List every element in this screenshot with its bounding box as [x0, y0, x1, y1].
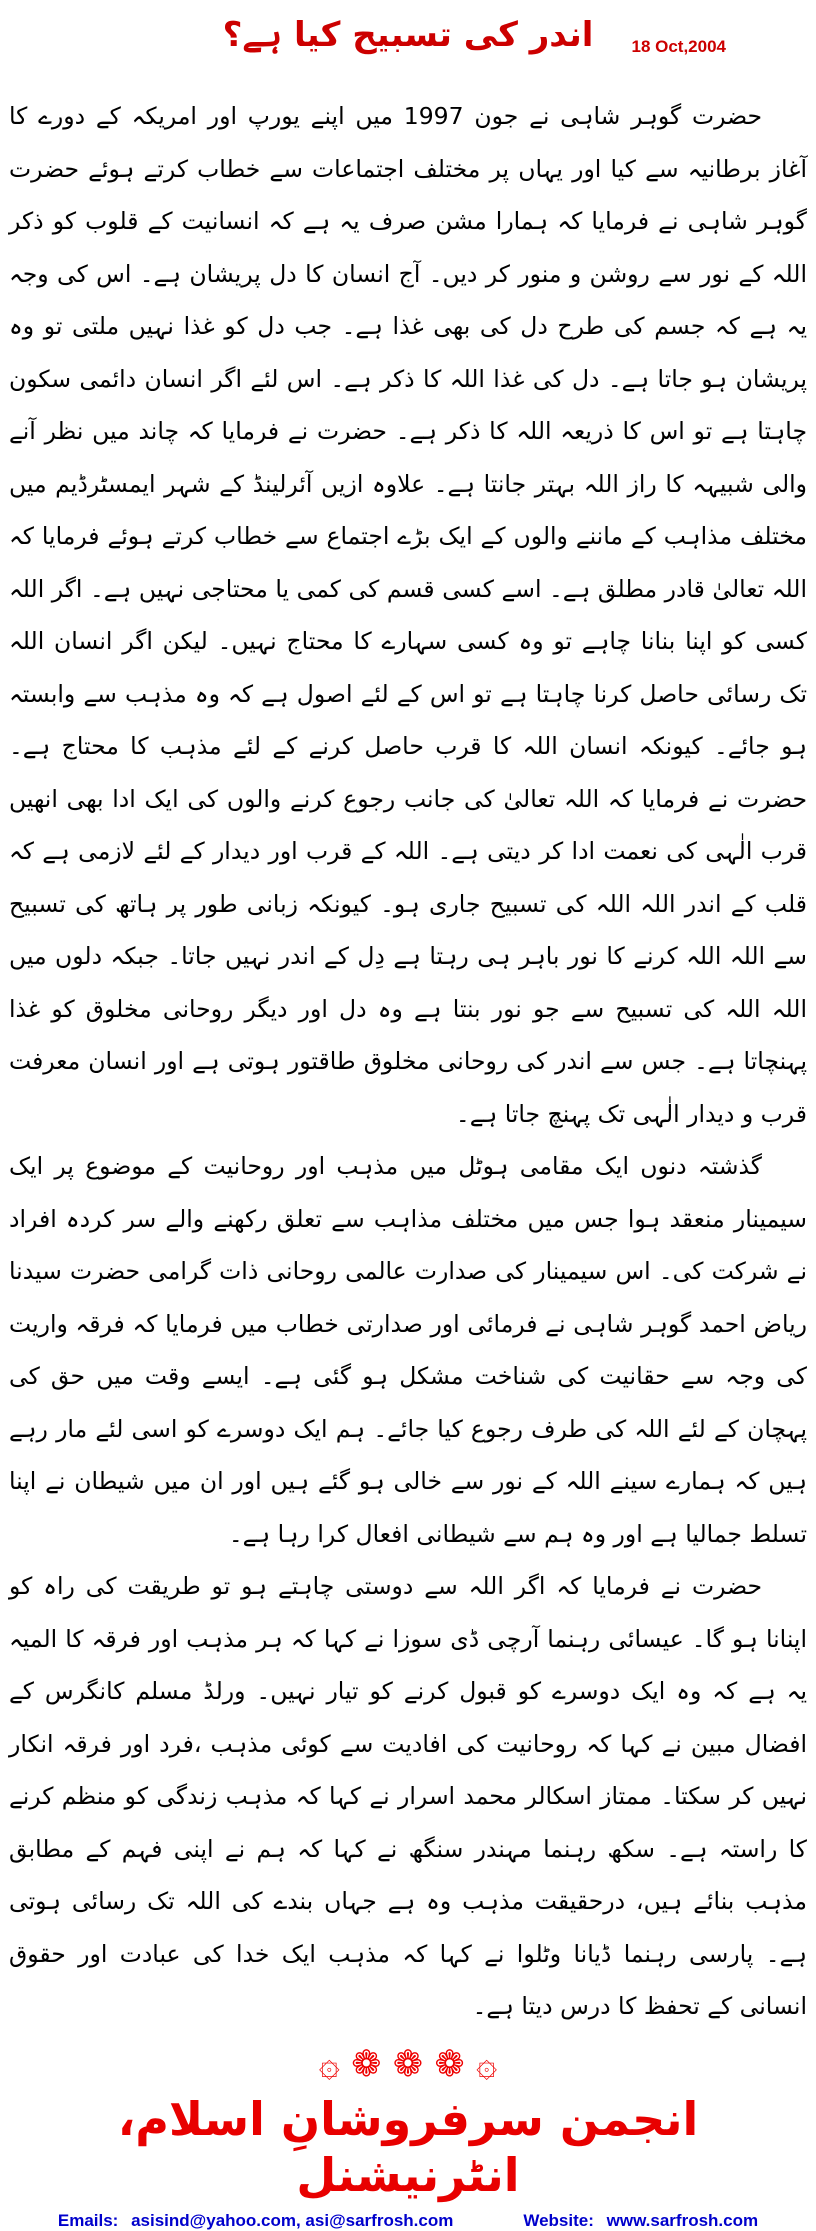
- article-body: [0, 88, 816, 2033]
- article-paragraph: گذشتہ دنوں ایک مقامی ہوٹل میں مذہب اور روحانیت کے موضوع پر ایک سیمینار منعقد ہوا جس میں مختلف مذاہب سے تعلق رکھنے والے سر کردہ افراد نے شرکت کی۔ اس سیمینار کی صدارت عالمی روحانی ذات گرامی حضرت سیدنا ریاض احمد گوہر شاہی نے فرمائی اور صدارتی خطاب میں فرمایا کہ فرقہ واریت کی وجہ سے حقانیت کی شناخت مشکل ہو گئی ہے۔ ایسے وقت میں حق کی پہچان کے لئے اللہ کی طرف رجوع کیا جائے۔ ہم ایک دوسرے کو اسی لئے مار رہے ہیں کہ ہمارے سینے اللہ کے نور سے خالی ہو گئے ہیں اور ان میں شیطان نے اپنا تسلط جمالیا ہے اور وہ ہم سے شیطانی افعال کرا رہا ہے۔: [9, 1152, 807, 1548]
- email-addresses: asisind@yahoo.com, asi@sarfrosh.com: [131, 2210, 454, 2230]
- organization-name: انجمن سرفروشانِ اسلام، انٹرنیشنل: [117, 2091, 699, 2202]
- website-url: www.sarfrosh.com: [606, 2210, 759, 2230]
- article-paragraph: حضرت نے فرمایا کہ اگر اللہ سے دوستی چاہتے ہو تو طریقت کی راہ کو اپنانا ہو گا۔ عیسائی رہنما آرچی ڈی سوزا نے کہا کہ ہر مذہب اور فرقہ کا المیہ یہ ہے کہ وہ ایک دوسرے کو قبول کرنے کو تیار نہیں۔ ورلڈ مسلم کانگرس کے افضال مبین نے کہا کہ روحانیت کی افادیت سے کوئی مذہب ،فرد اور فرقہ انکار نہیں کر سکتا۔ ممتاز اسکالر محمد اسرار نے کہا کہ مذہب زندگی کو منظم کرنے کا راستہ ہے۔ سکھ رہنما مہندر سنگھ نے کہا کہ ہم نے اپنی فہم کے مطابق مذہب بنائے ہیں، درحقیقت مذہب وہ ہے جہاں بندے کی اللہ تک رسائی ہوتی ہے۔ پارسی رہنما ڈیانا وٹلوا نے کہا کہ مذہب ایک خدا کی عبادت اور حقوق انسانی کے تحفظ کا درس دیتا ہے۔: [9, 1572, 807, 2020]
- website-label: Website:: [523, 2210, 594, 2230]
- website-entry: [523, 2211, 758, 2231]
- flower-ornament-icon: ❁: [434, 2043, 465, 2085]
- flower-ornament-icon: ❁: [351, 2043, 382, 2085]
- document-header: [0, 0, 816, 88]
- ornament-divider: [0, 2043, 816, 2087]
- star-ornament-icon: ۞: [476, 2043, 498, 2085]
- contact-row: [0, 2211, 816, 2231]
- article-paragraph: حضرت گوہر شاہی نے جون 1997 میں اپنے یورپ اور امریکہ کے دورے کا آغاز برطانیہ سے کیا اور یہاں پر مختلف اجتماعات سے خطاب کرتے ہوئے حضرت گوہر شاہی نے فرمایا کہ ہمارا مشن صرف یہ ہے کہ انسانیت کے قلوب کو ذکر اللہ کے نور سے روشن و منور کر دیں۔ آج انسان کا دل پریشان ہے۔ اس کی وجہ یہ ہے کہ جسم کی طرح دل کی بھی غذا ہے۔ جب دل کو غذا نہیں ملتی تو وہ پریشان ہو جاتا ہے۔ دل کی غذا اللہ کا ذکر ہے۔ اس لئے اگر انسان دائمی سکون چاہتا ہے تو اس کا ذریعہ اللہ کا ذکر ہے۔ حضرت نے فرمایا کہ چاند میں نظر آنے والی شبیہہ کا راز اللہ بہتر جانتا ہے۔ علاوہ ازیں آئرلینڈ کے شہر ایمسٹرڈیم میں مختلف مذاہب کے ماننے والوں کے ایک بڑے اجتماع سے خطاب کرتے ہوئے فرمایا کہ اللہ تعالیٰ قادر مطلق ہے۔ اسے کسی قسم کی کمی یا محتاجی نہیں ہے۔ اگر اللہ کسی کو اپنا بنانا چاہے تو وہ کسی سہارے کا محتاج نہیں۔ لیکن اگر انسان اللہ تک رسائی حاصل کرنا چاہتا ہے تو اس کے لئے اصول ہے کہ وہ مذہب سے وابستہ ہو جائے۔ کیونکہ انسان اللہ کا قرب حاصل کرنے کے لئے مذہب کا محتاج ہے۔ حضرت نے فرمایا کہ اللہ تعالیٰ کی جانب رجوع کرنے والوں کی ایک ادا بھی انھیں قرب الٰہی کی نعمت ادا کر دیتی ہے۔ اللہ کے قرب اور دیدار کے لئے لازمی ہے کہ قلب کے اندر اللہ اللہ کی تسبیح جاری ہو۔ کیونکہ زبانی طور پر ہاتھ کی تسبیح سے اللہ اللہ کرنے کا نور باہر ہی رہتا ہے دِل کے اندر نہیں جاتا۔ جبکہ دلوں میں اللہ اللہ کی تسبیح سے جو نور بنتا ہے وہ دل اور دیگر روحانی مخلوق کو غذا پہنچاتا ہے۔ جس سے اندر کی روحانی مخلوق طاقتور ہوتی ہے اور انسان معرفت قرب و دیدار الٰہی تک پہنچ جاتا ہے۔: [9, 102, 807, 1128]
- page-title: اندر کی تسبیح کیا ہے؟: [222, 15, 594, 55]
- document-footer: [0, 2091, 816, 2231]
- emails-label: Emails:: [57, 2210, 119, 2230]
- flower-ornament-icon: ❁: [392, 2043, 424, 2085]
- emails-entry: [58, 2211, 453, 2231]
- star-ornament-icon: ۞: [318, 2043, 340, 2085]
- publication-date: 18 Oct,2004: [631, 37, 726, 56]
